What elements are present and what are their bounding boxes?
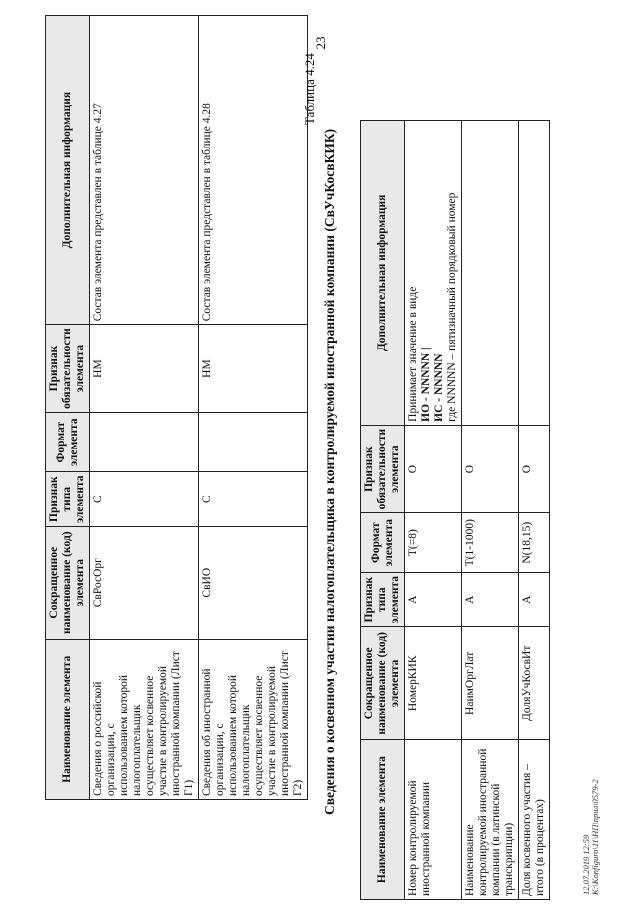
cell-format: T(=8): [405, 513, 462, 573]
section-title: Сведения о косвенном участии налогоплательщика в контролируемой иностранной компании (СвУчКосвКИК): [322, 128, 337, 815]
header-format: Формат элемента: [46, 412, 90, 472]
cell-format: N(18,15): [519, 513, 550, 573]
cell-info: [519, 121, 550, 426]
header-info: Дополнительная информация: [361, 121, 405, 426]
cell-required: НМ: [90, 325, 199, 413]
header-required: Признак обязательности элемента: [361, 425, 405, 513]
info-line: где NNNNN – пятизначный порядковый номер: [446, 192, 458, 422]
info-line: ИС - NNNNN: [433, 353, 445, 422]
header-short-name: Сокращенное наименование (код) элемента: [361, 627, 405, 740]
table-label: Таблица 4.24: [302, 53, 317, 125]
cell-name: Доля косвенного участия – итого (в процентах): [519, 740, 550, 900]
info-line: Принимает значение в виде: [407, 286, 419, 422]
info-line: ИО - NNNNN |: [420, 347, 432, 422]
cell-required: НМ: [199, 325, 308, 413]
cell-name: Сведения о российской организации, с использованием которой налогоплательщик осуществляет косвенное участие в контролируемой иностранной компании (Лист Г1): [90, 639, 199, 799]
cell-required: О: [462, 425, 519, 513]
cell-name: Сведения об иностранной организации, с использованием которой налогоплательщик осуществляет косвенное участие в контролируемой иностранной компании (Лист Г2): [199, 639, 308, 799]
cell-short-name: НомерКИК: [405, 627, 462, 740]
footer-path: К:\Konfiguro\11\НП\прил\0579-2: [590, 779, 600, 895]
table-header-row: [46, 16, 90, 800]
cell-format: T(1-1000): [462, 513, 519, 573]
cell-required: О: [519, 425, 550, 513]
cell-type: А: [462, 572, 519, 626]
cell-short-name: ДоляУчКосвИт: [519, 627, 550, 740]
cell-short-name: НаимОргЛат: [462, 627, 519, 740]
header-format: Формат элемента: [361, 513, 405, 573]
cell-short-name: СвРосОрг: [90, 526, 199, 639]
table-header-row: [361, 121, 405, 900]
footer-stamp: [582, 779, 600, 895]
header-short-name: Сокращенное наименование (код) элемента: [46, 526, 90, 639]
cell-name: Номер контролируемой иностранной компании: [405, 740, 462, 900]
header-info: Дополнительная информация: [46, 16, 90, 325]
cell-type: А: [519, 572, 550, 626]
table-row: [405, 121, 462, 900]
cell-format: [199, 412, 308, 472]
header-required: Признак обязательности элемента: [46, 325, 90, 413]
header-type: Признак типа элемента: [46, 472, 90, 526]
cell-info: [462, 121, 519, 426]
cell-type: А: [405, 572, 462, 626]
table-row: [90, 16, 199, 800]
cell-short-name: СвИО: [199, 526, 308, 639]
cell-name: Наименование контролируемой иностранной компании (в латинской транскрипции): [462, 740, 519, 900]
cell-type: С: [90, 472, 199, 526]
footer-date: 12.07.2019 12:59: [581, 834, 591, 895]
header-type: Признак типа элемента: [361, 572, 405, 626]
cell-type: С: [199, 472, 308, 526]
cell-required: О: [405, 425, 462, 513]
page-number: 23: [313, 36, 328, 50]
header-name: Наименование элемента: [46, 639, 90, 799]
cell-info: Состав элемента представлен в таблице 4.28: [199, 16, 308, 325]
cell-info: Состав элемента представлен в таблице 4.27: [90, 16, 199, 325]
table-row: [519, 121, 550, 900]
table-row: [462, 121, 519, 900]
indirect-participation-table: [360, 120, 550, 900]
cell-info: [405, 121, 462, 426]
table-row: [199, 16, 308, 800]
header-name: Наименование элемента: [361, 740, 405, 900]
cell-format: [90, 412, 199, 472]
elements-table-continued: [45, 15, 308, 800]
